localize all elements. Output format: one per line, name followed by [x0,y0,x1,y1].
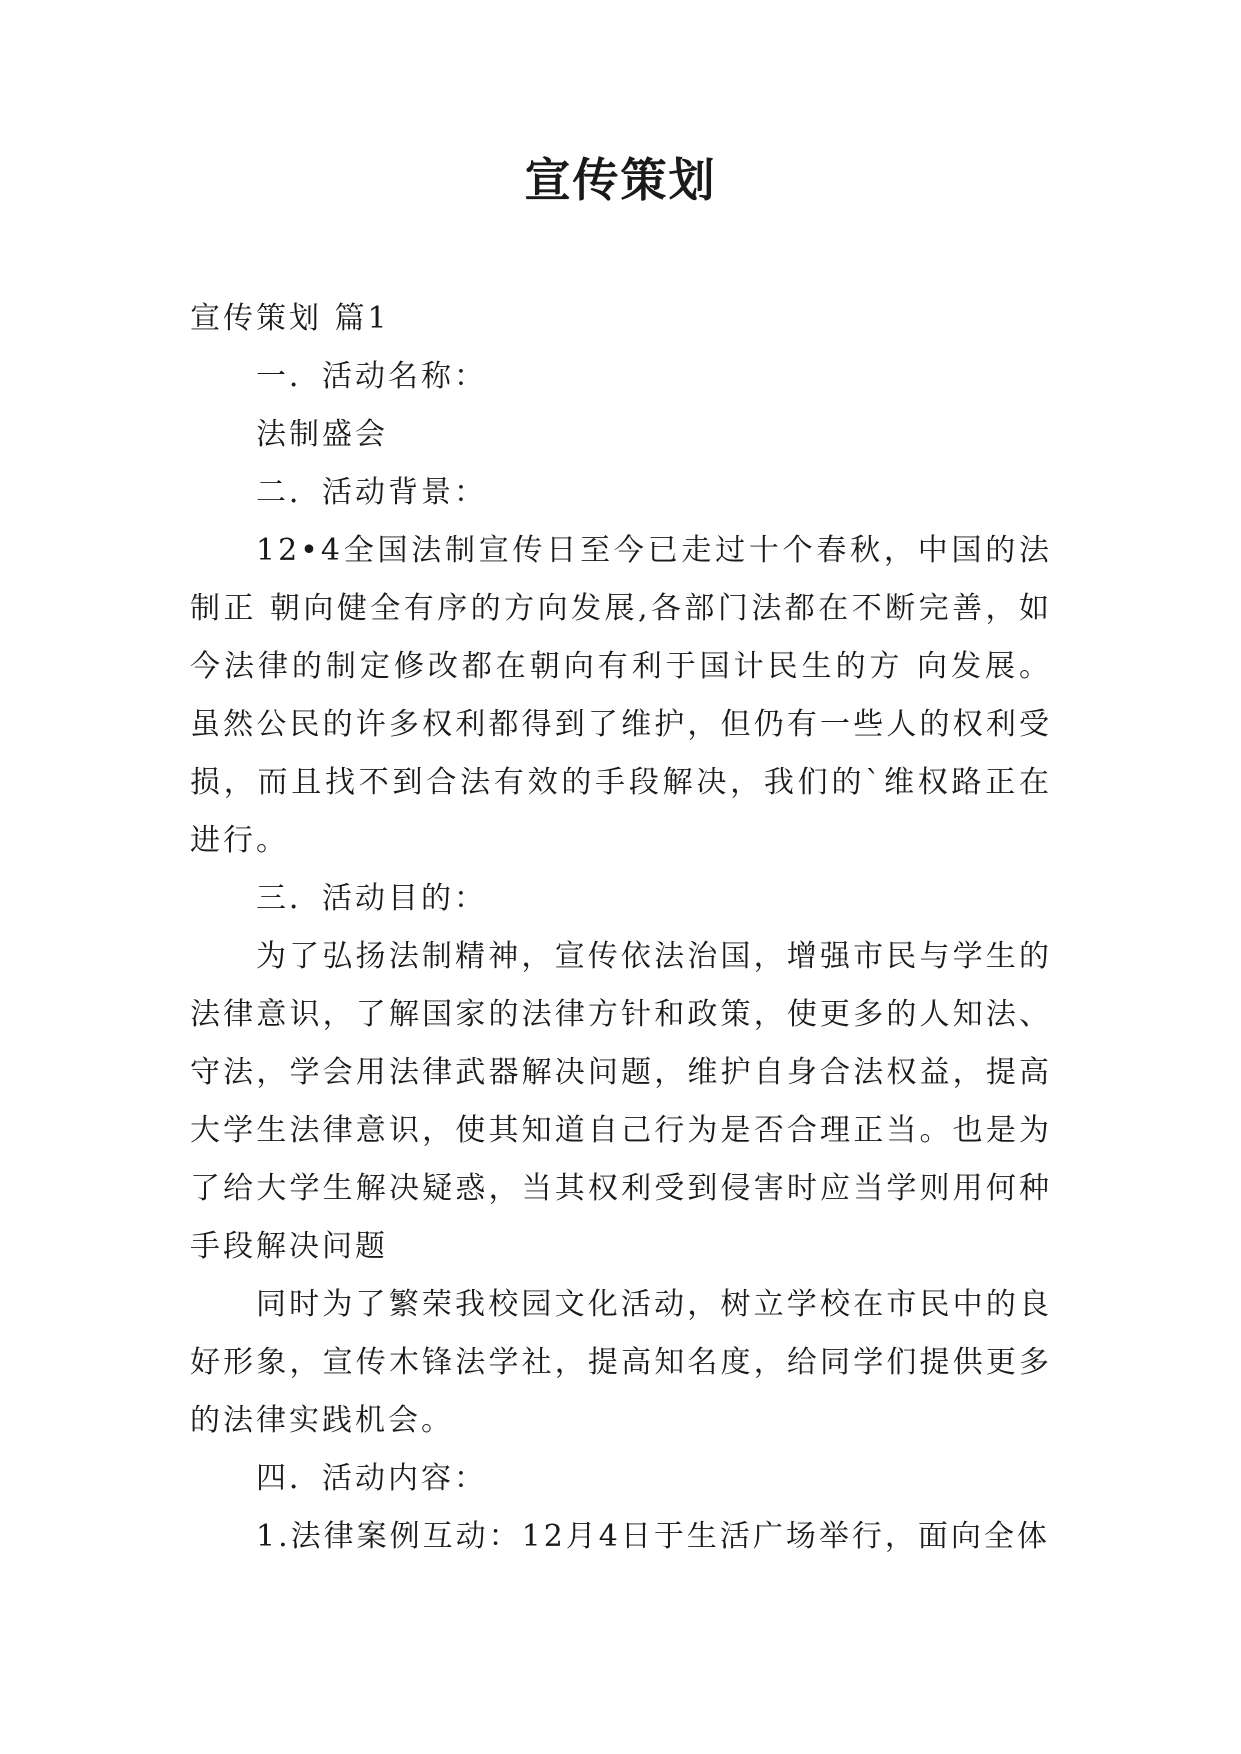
heading-activity-background: 二．活动背景： [256,475,487,510]
heading-activity-purpose: 三．活动目的： [256,881,487,916]
document-body [190,290,1052,1566]
section-heading-article: 宣传策划 篇1 [190,301,390,336]
document-title: 宣传策划 [524,153,717,207]
paragraph-activity-purpose: 为了弘扬法制精神，宣传依法治国，增强市民与学生的法律意识，了解国家的法律方针和政策，使更多的人知法、守法，学会用法律武器解决问题，维护自身合法权益，提高大学生法律意识，使其知道自己行为是否合理正当。也是为了给大学生解决疑惑，当其权利受到侵害时应当学则用何种手段解决问题 [190,939,1052,1264]
paragraph-activity-purpose-extra: 同时为了繁荣我校园文化活动，树立学校在市民中的良好形象，宣传木锋法学社，提高知名度，给同学们提供更多的法律实践机会。 [190,1287,1052,1438]
heading-activity-name: 一．活动名称： [256,359,487,394]
paragraph-activity-content-1: 1.法律案例互动：12月4日于生活广场举行，面向全体 [256,1519,1050,1554]
paragraph-activity-background: 12•4全国法制宣传日至今已走过十个春秋，中国的法制正 朝向健全有序的方向发展,各部门法都在不断完善，如今法律的制定修改都在朝向有利于国计民生的方 向发展。虽然公民的许多权利都得到了维护，但仍有一些人的权利受损，而且找不到合法有效的手段解决，我们的`维权路正在进行。 [190,533,1052,858]
heading-activity-content: 四．活动内容： [256,1461,487,1496]
paragraph-activity-name: 法制盛会 [256,417,388,452]
